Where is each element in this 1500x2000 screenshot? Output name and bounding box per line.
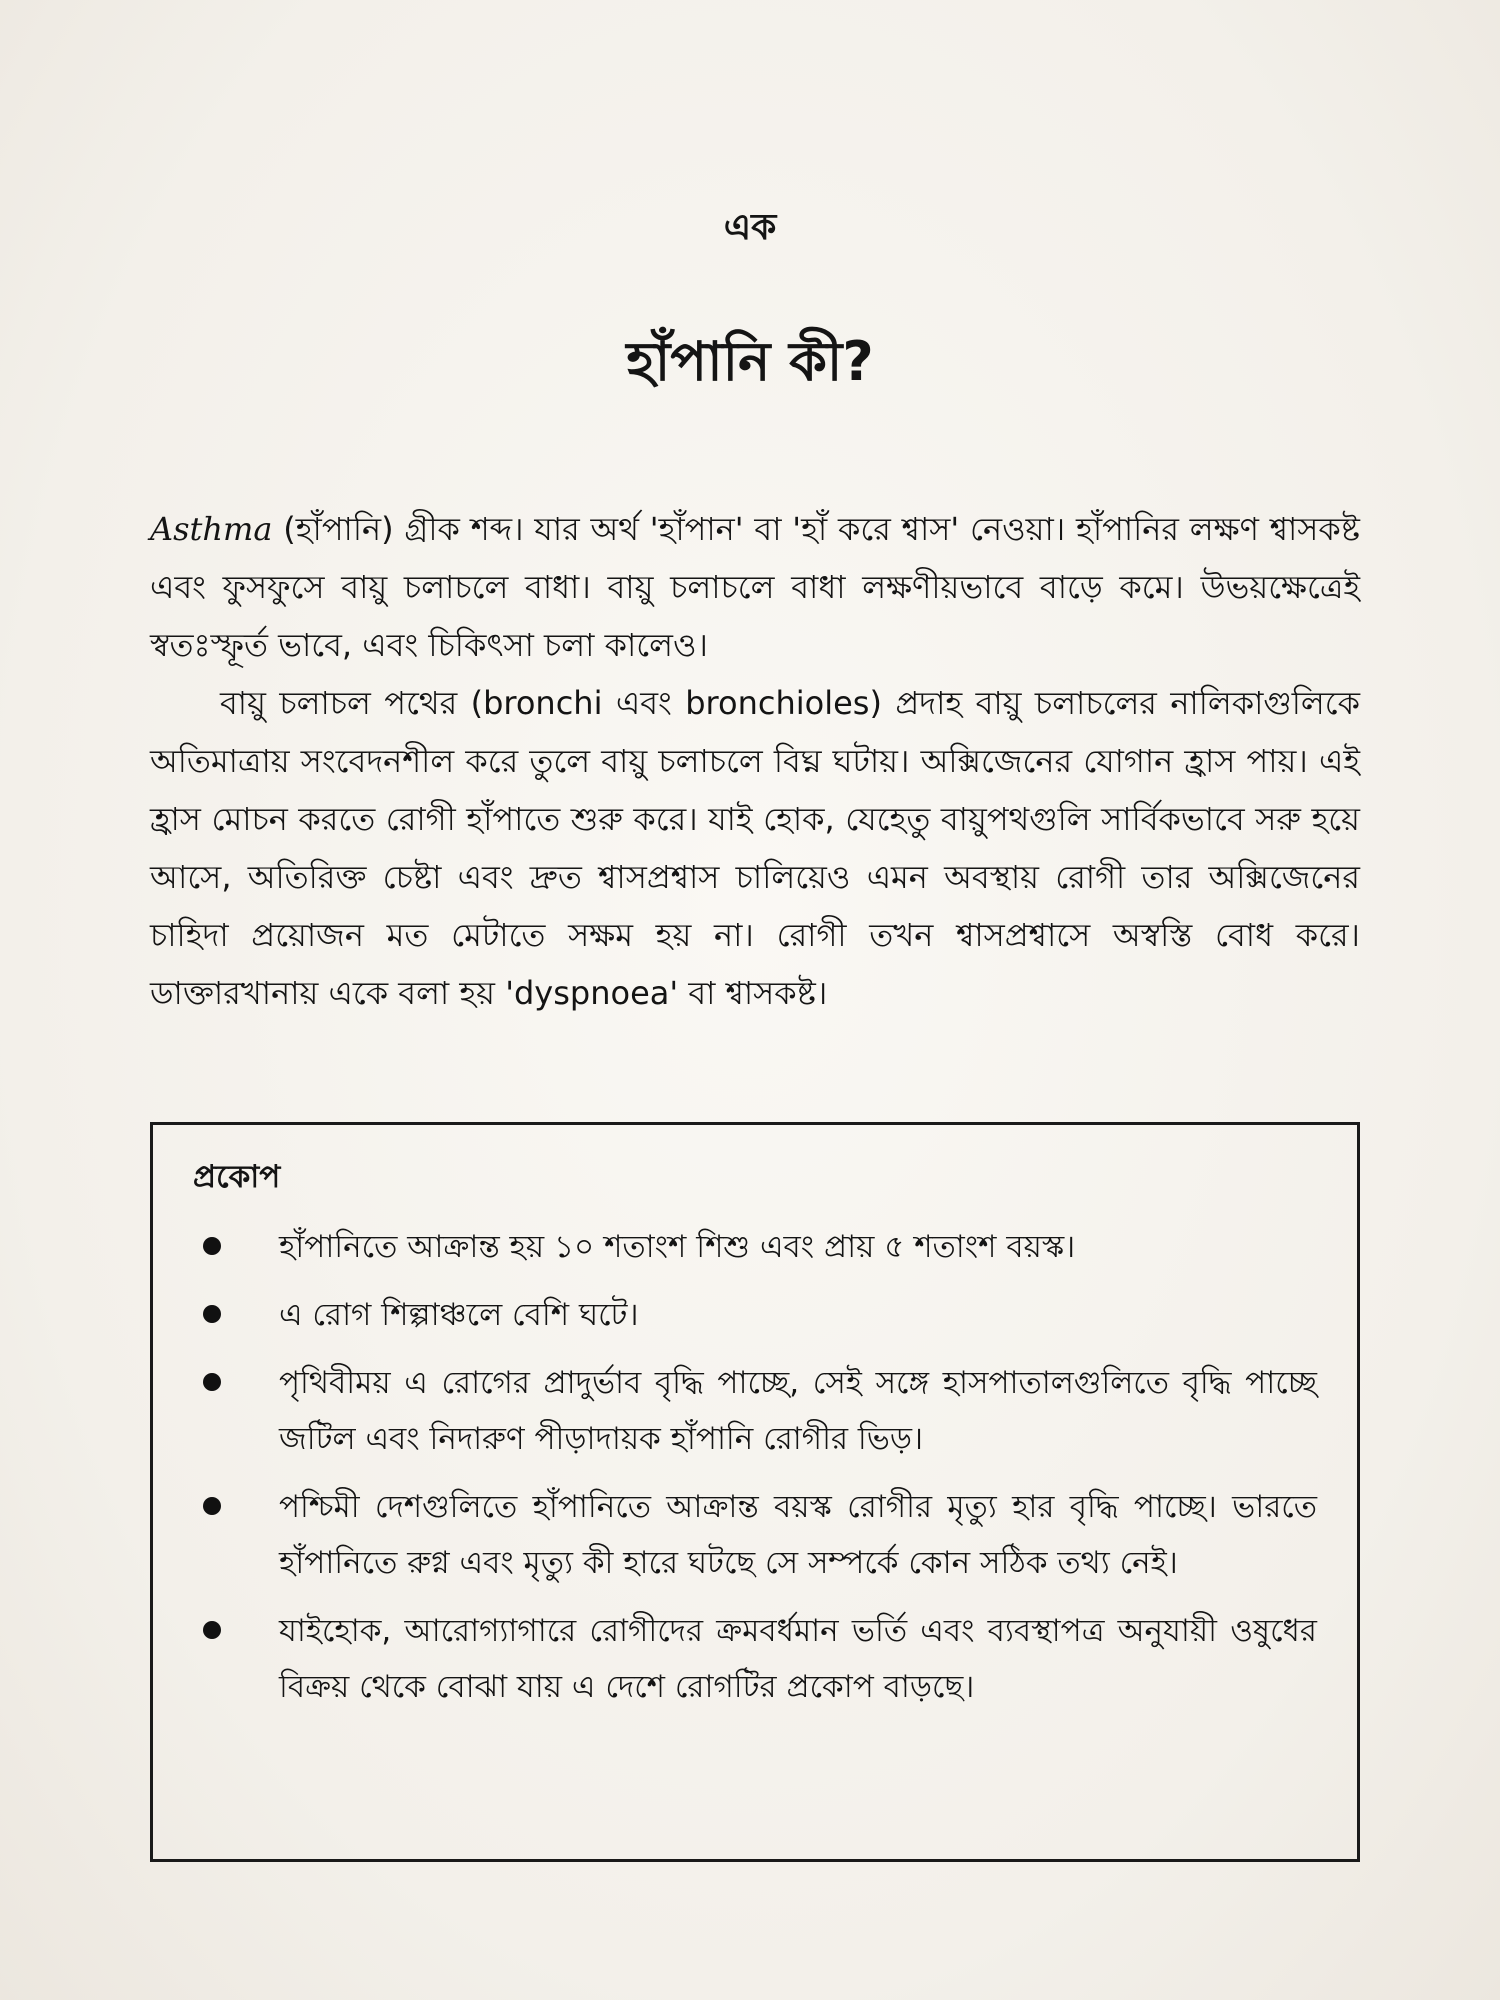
intro-text xyxy=(150,500,1360,1022)
box-heading: প্রকোপ xyxy=(193,1159,281,1195)
bullet-icon xyxy=(203,1373,221,1391)
intro-paragraph-1 xyxy=(150,500,1360,674)
bullet-icon xyxy=(203,1621,221,1639)
bullet-icon xyxy=(203,1497,221,1515)
asthma-term: Asthma xyxy=(150,510,273,548)
bullet-icon xyxy=(203,1237,221,1255)
chapter-number: এক xyxy=(723,207,777,248)
list-item xyxy=(193,1219,1317,1275)
list-item-text: হাঁপানিতে আক্রান্ত হয় ১০ শতাংশ শিশু এবং প্রায় ৫ শতাংশ বয়স্ক। xyxy=(279,1229,1076,1265)
chapter-title: হাঁপানি কী? xyxy=(626,330,874,393)
list-item-text: যাইহোক, আরোগ্যাগারে রোগীদের ক্রমবর্ধমান ভর্তি এবং ব্যবস্থাপত্র অনুযায়ী ওষুধের বিক্রয় থেকে বোঝা যায় এ দেশে রোগটির প্রকোপ বাড়ছে। xyxy=(279,1613,1317,1705)
list-item-text: পশ্চিমী দেশগুলিতে হাঁপানিতে আক্রান্ত বয়স্ক রোগীর মৃত্যু হার বৃদ্ধি পাচ্ছে। ভারতে হাঁপানিতে রুগ্ন এবং মৃত্যু কী হারে ঘটছে সে সম্পর্কে কোন সঠিক তথ্য নেই। xyxy=(279,1489,1317,1581)
prevalence-box xyxy=(150,1122,1360,1862)
bullet-icon xyxy=(203,1305,221,1323)
list-item xyxy=(193,1479,1317,1591)
intro-paragraph-1-text: (হাঁপানি) গ্রীক শব্দ। যার অর্থ 'হাঁপান' বা 'হাঁ করে শ্বাস' নেওয়া। হাঁপানির লক্ষণ শ্বাসকষ্ট এবং ফুসফুসে বায়ু চলাচলে বাধা। বায়ু চলাচলে বাধা লক্ষণীয়ভাবে বাড়ে কমে। উভয়ক্ষেত্রেই স্বতঃস্ফূর্ত ভাবে, এবং চিকিৎসা চলা কালেও। xyxy=(150,510,1361,664)
list-item xyxy=(193,1355,1317,1467)
list-item-text: এ রোগ শিল্পাঞ্চলে বেশি ঘটে। xyxy=(279,1297,639,1333)
prevalence-list xyxy=(193,1219,1317,1715)
list-item xyxy=(193,1603,1317,1715)
intro-paragraph-2: বায়ু চলাচল পথের (bronchi এবং bronchioles) প্রদাহ বায়ু চলাচলের নালিকাগুলিকে অতিমাত্রায় সংবেদনশীল করে তুলে বায়ু চলাচলে বিঘ্ন ঘটায়। অক্সিজেনের যোগান হ্রাস পায়। এই হ্রাস মোচন করতে রোগী হাঁপাতে শুরু করে। যাই হোক, যেহেতু বায়ুপথগুলি সার্বিকভাবে সরু হয়ে আসে, অতিরিক্ত চেষ্টা এবং দ্রুত শ্বাসপ্রশ্বাস চালিয়েও এমন অবস্থায় রোগী তার অক্সিজেনের চাহিদা প্রয়োজন মত মেটাতে সক্ষম হয় না। রোগী তখন শ্বাসপ্রশ্বাসে অস্বস্তি বোধ করে। ডাক্তারখানায় একে বলা হয় 'dyspnoea' বা শ্বাসকষ্ট। xyxy=(150,684,1360,1012)
list-item-text: পৃথিবীময় এ রোগের প্রাদুর্ভাব বৃদ্ধি পাচ্ছে, সেই সঙ্গে হাসপাতালগুলিতে বৃদ্ধি পাচ্ছে জটিল এবং নিদারুণ পীড়াদায়ক হাঁপানি রোগীর ভিড়। xyxy=(279,1365,1317,1457)
list-item xyxy=(193,1287,1317,1343)
